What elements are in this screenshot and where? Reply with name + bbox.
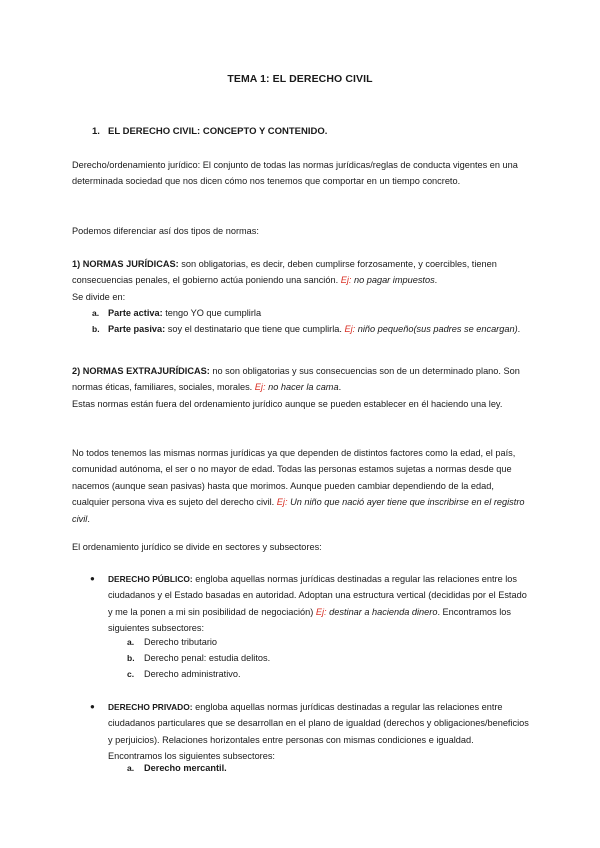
bullet-icon: ● [90, 702, 95, 711]
page-title: TEMA 1: EL DERECHO CIVIL [227, 73, 373, 85]
extrajuridicas-label: 2) NORMAS EXTRAJURÍDICAS: [72, 366, 210, 376]
list-marker: a. [92, 308, 100, 318]
bullet-derecho-privado [90, 699, 530, 765]
extrajuridicas-paragraph [72, 363, 530, 412]
parte-pasiva-text: soy el destinatario que tiene que cumplirla. [165, 324, 345, 334]
edad-end: . [87, 513, 90, 524]
publico-ej-label: Ej: [315, 606, 327, 617]
juridicas-end: . [434, 275, 438, 286]
publico-label: DERECHO PÚBLICO: [108, 574, 193, 584]
publico-end: . Encontramos los siguientes subsectores: [108, 606, 511, 634]
parte-activa-label: Parte activa: [108, 308, 163, 318]
parte-pasiva-ej-label: Ej: [344, 324, 356, 334]
juridicas-paragraph [72, 256, 530, 305]
types-intro: Podemos diferenciar así dos tipos de normas: [72, 226, 259, 236]
list-item-parte-activa [92, 305, 528, 321]
juridicas-ej-text: no pagar impuestos [351, 275, 435, 286]
list-item-mercantil [127, 760, 527, 776]
extrajuridicas-after: Estas normas están fuera del ordenamiento jurídico aunque se pueden establecer en él haciendo una ley. [72, 398, 503, 409]
section-number: 1. [92, 126, 100, 137]
juridicas-text: son obligatorias, es decir, deben cumplirse forzosamente, y coercibles, tienen consecuencias penales, el gobierno actúa poniendo una sanción. [72, 259, 497, 286]
juridicas-label: 1) NORMAS JURÍDICAS: [72, 259, 179, 269]
extrajuridicas-end: . [338, 382, 342, 393]
section-heading-text: EL DERECHO CIVIL: CONCEPTO Y CONTENIDO. [108, 126, 328, 137]
publico-ej-text: destinar a hacienda dinero [326, 606, 438, 617]
extrajuridicas-ej-text: no hacer la cama [265, 382, 339, 393]
list-item-parte-pasiva [92, 321, 528, 337]
sub-text: Derecho tributario [144, 637, 218, 647]
list-marker: b. [92, 324, 100, 334]
intro-paragraph: Derecho/ordenamiento jurídico: El conjunto de todas las normas jurídicas/reglas de conducta vigentes en una determinada sociedad que nos dicen cómo nos tenemos que comportar en un tiempo concreto. [72, 160, 518, 187]
edad-ej-label: Ej: [276, 497, 288, 508]
list-item-administrativo [127, 666, 527, 682]
parte-activa-text: tengo YO que cumplirla [162, 308, 262, 318]
section-heading [92, 126, 327, 137]
sub-text: Derecho penal: estudia delitos. [144, 653, 271, 663]
publico-text: engloba aquellas normas jurídicas destinadas a regular las relaciones entre los ciudadanos y el Estado basadas en autoridad. Adoptan una estructura vertical (decididas por el Estado y me la ponen a mi sin posibilidad de negociación) [108, 574, 527, 617]
parte-pasiva-label: Parte pasiva: [108, 324, 166, 334]
list-item-penal [127, 650, 527, 666]
extrajuridicas-ej-label: Ej: [254, 382, 266, 393]
list-marker: b. [127, 653, 135, 663]
list-marker: a. [127, 763, 135, 773]
list-item-tributario [127, 634, 527, 650]
privado-text: engloba aquellas normas jurídicas destinadas a regular las relaciones entre ciudadanos particulares que se desarrollan en el plano de igualdad (derechos y obligaciones/beneficios y perjuicios). Relaciones horizontales entre personas con mismas condiciones e igualdad. Encontramos los siguientes subsectores: [108, 702, 529, 762]
sectores-intro: El ordenamiento jurídico se divide en sectores y subsectores: [72, 542, 322, 552]
juridicas-ej-label: Ej: [340, 275, 352, 286]
bullet-icon: ● [90, 574, 95, 583]
sub-text: Derecho mercantil. [144, 763, 227, 773]
extrajuridicas-text: no son obligatorias y sus consecuencias son de un determinado plano. Son normas éticas, familiares, sociales, morales. [72, 366, 520, 393]
privado-label: DERECHO PRIVADO: [108, 702, 193, 712]
parte-pasiva-end: . [517, 324, 521, 334]
list-marker: c. [127, 669, 135, 679]
edad-paragraph [72, 445, 530, 527]
edad-text: No todos tenemos las mismas normas jurídicas ya que dependen de distintos factores como la edad, el país, comunidad autónoma, el ser o no mayor de edad. Todas las personas estamos sujetas a normas desde que nacemos (aunque sean pasivas) hasta que morimos. Aunque pueden cambiar dependiendo de la edad, cualquier persona viva es sujeto del derecho civil. [72, 448, 516, 508]
list-marker: a. [127, 637, 135, 647]
edad-ej-text: Un niño que nació ayer tiene que inscribirse en el registro civil [72, 497, 525, 524]
juridicas-divide: Se divide en: [72, 291, 126, 302]
bullet-derecho-publico [90, 571, 530, 637]
sub-text: Derecho administrativo. [144, 669, 241, 679]
parte-pasiva-ej-text: niño pequeño(sus padres se encargan) [355, 324, 518, 334]
